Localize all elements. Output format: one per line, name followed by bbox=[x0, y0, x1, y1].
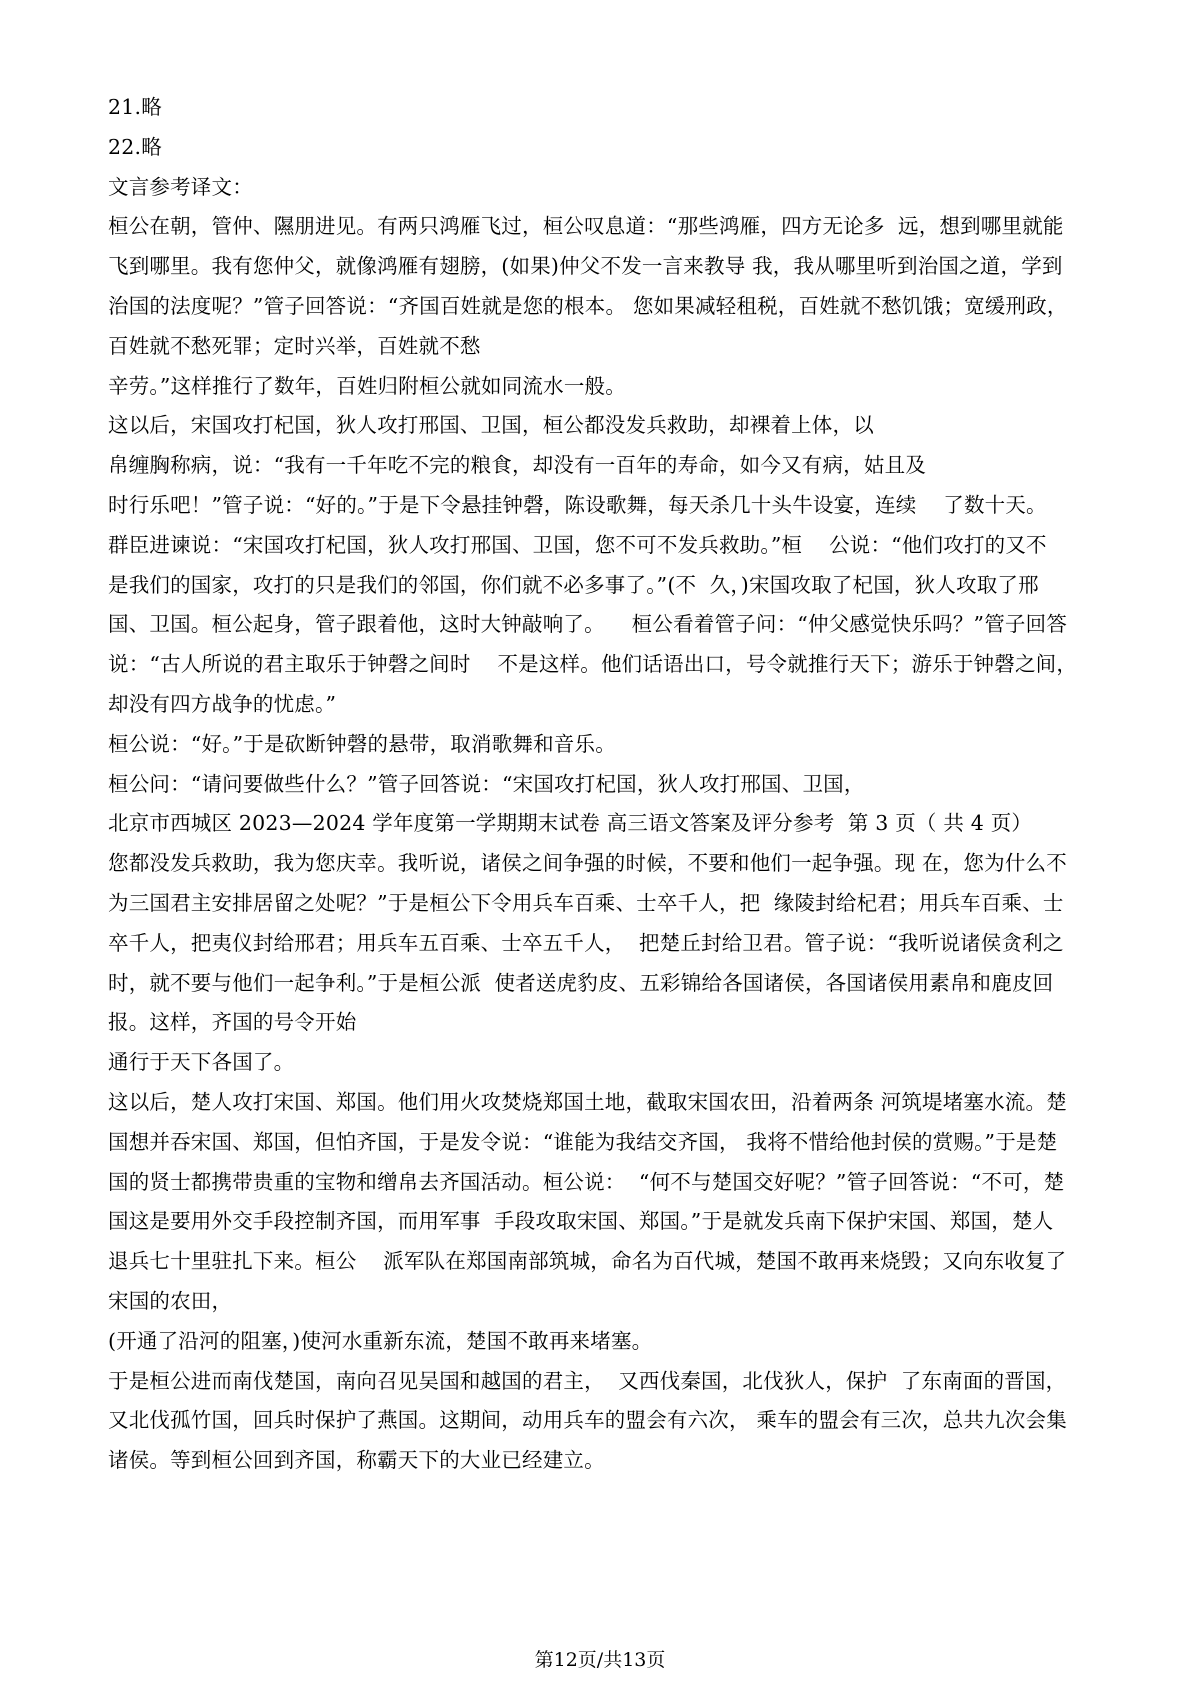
text-line: 桓公说：“好。”于是砍断钟磬的悬带，取消歌舞和音乐。 bbox=[108, 731, 616, 756]
embedded-page-header: 北京市西城区 2023—2024 学年度第一学期期末试卷 高三语文答案及评分参考 第 3 页（ 共 4 页） bbox=[108, 811, 1033, 836]
text-line: 您都没发兵救助，我为您庆幸。我听说，诸侯之间争强的时候，不要和他们一起争强。现 在，您为什么不 bbox=[108, 851, 1067, 876]
text-line: 又北伐孤竹国，回兵时保护了燕国。这期间，动用兵车的盟会有六次， 乘车的盟会有三次，总共九次会集 bbox=[108, 1408, 1067, 1433]
text-line: 22.略 bbox=[108, 134, 162, 159]
text-line: 诸侯。等到桓公回到齐国，称霸天下的大业已经建立。 bbox=[108, 1448, 605, 1473]
text-line: 为三国君主安排居留之处呢？”于是桓公下令用兵车百乘、士卒千人，把 缘陵封给杞君；用兵车百乘、士 bbox=[108, 890, 1064, 915]
text-line: 国的贤士都携带贵重的宝物和缯帛去齐国活动。桓公说： “何不与楚国交好呢？”管子回答说：“不可，楚 bbox=[108, 1169, 1065, 1194]
text-line: 报。这样，齐国的号令开始 bbox=[108, 1010, 357, 1035]
text-line: 时，就不要与他们一起争利。”于是桓公派 使者送虎豹皮、五彩锦给各国诸侯，各国诸侯用素帛和鹿皮回 bbox=[108, 970, 1054, 995]
text-line: 退兵七十里驻扎下来。桓公 派军队在郑国南部筑城，命名为百代城，楚国不敢再来烧毁；又向东收复了 bbox=[108, 1249, 1067, 1274]
text-line: 桓公在朝，管仲、隰朋进见。有两只鸿雁飞过，桓公叹息道：“那些鸿雁，四方无论多 远，想到哪里就能 bbox=[108, 214, 1064, 239]
text-line: 宋国的农田， bbox=[108, 1288, 233, 1313]
text-line: 是我们的国家，攻打的只是我们的邻国，你们就不必多事了。”(不 久，)宋国攻取了杞国，狄人攻取了邢 bbox=[108, 572, 1039, 597]
text-line: 卒千人，把夷仪封给邢君；用兵车五百乘、士卒五千人， 把楚丘封给卫君。管子说：“我听说诸侯贪利之 bbox=[108, 930, 1064, 955]
text-line: 百姓就不愁死罪；定时兴举，百姓就不愁 bbox=[108, 333, 481, 358]
text-line: 帛缠胸称病，说：“我有一千年吃不完的粮食，却没有一百年的寿命，如今又有病，姑且及 bbox=[108, 453, 926, 478]
section-heading: 文言参考译文： bbox=[108, 174, 253, 199]
text-line: 21.略 bbox=[108, 95, 162, 119]
text-line: 治国的法度呢？”管子回答说：“齐国百姓就是您的根本。 您如果减轻租税，百姓就不愁饥饿；宽缓刑政， bbox=[108, 293, 1068, 318]
text-line: 国、卫国。桓公起身，管子跟着他，这时大钟敲响了。 桓公看着管子问：“仲父感觉快乐吗？”管子回答 bbox=[108, 612, 1068, 637]
text-line: 辛劳。”这样推行了数年，百姓归附桓公就如同流水一般。 bbox=[108, 373, 626, 398]
text-line: 却没有四方战争的忧虑。” bbox=[108, 691, 337, 716]
text-line: (开通了沿河的阻塞，)使河水重新东流，楚国不敢再来堵塞。 bbox=[108, 1328, 653, 1353]
text-line: 这以后，楚人攻打宋国、郑国。他们用火攻焚烧郑国土地，截取宋国农田，沿着两条 河筑堤堵塞水流。楚 bbox=[108, 1089, 1067, 1114]
text-line: 这以后，宋国攻打杞国，狄人攻打邢国、卫国，桓公都没发兵救助，却裸着上体，以 bbox=[108, 413, 874, 438]
page-number-footer: 第12页/共13页 bbox=[534, 1649, 666, 1671]
text-line: 国想并吞宋国、郑国，但怕齐国，于是发令说：“谁能为我结交齐国， 我将不惜给他封侯的赏赐。”于是楚 bbox=[108, 1129, 1058, 1154]
text-line: 群臣进谏说：“宋国攻打杞国，狄人攻打邢国、卫国，您不可不发兵救助。”桓 公说：“他们攻打的又不 bbox=[108, 532, 1047, 557]
text-line: 桓公问：“请问要做些什么？”管子回答说：“宋国攻打杞国，狄人攻打邢国、卫国， bbox=[108, 771, 865, 796]
text-line: 国这是要用外交手段控制齐国，而用军事 手段攻取宋国、郑国。”于是就发兵南下保护宋国、郑国，楚人 bbox=[108, 1209, 1054, 1234]
text-line: 通行于天下各国了。 bbox=[108, 1050, 295, 1075]
text-line: 飞到哪里。我有您仲父，就像鸿雁有翅膀，(如果)仲父不发一言来教导 我，我从哪里听到治国之道，学到 bbox=[108, 254, 1063, 279]
text-line: 时行乐吧！”管子说：“好的。”于是下令悬挂钟磬，陈设歌舞，每天杀几十头牛设宴，连续 了数十天。 bbox=[108, 492, 1047, 517]
document-body bbox=[108, 88, 1108, 1481]
text-line: 于是桓公进而南伐楚国，南向召见吴国和越国的君主， 又西伐秦国，北伐狄人，保护 了东南面的晋国， bbox=[108, 1368, 1067, 1393]
text-line: 说：“古人所说的君主取乐于钟磬之间时 不是这样。他们话语出口，号令就推行天下；游乐于钟磬之间， bbox=[108, 652, 1078, 677]
